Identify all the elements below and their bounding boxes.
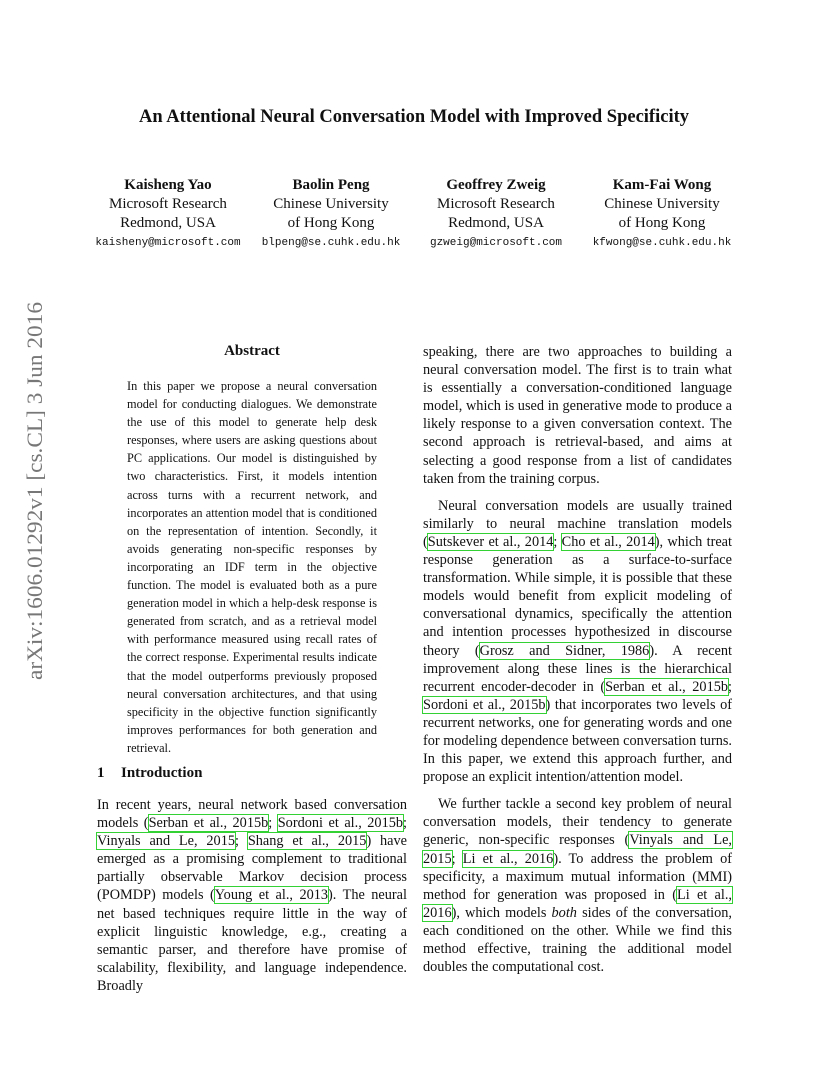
text-run: sides of the conversation, each conditioned on the other. While we find this method effective, training the additional model doubles the computational cost. (423, 904, 733, 976)
text-run: ; (553, 533, 562, 550)
text-run: ; (451, 850, 463, 867)
text-run: ) that incorporates two levels of recurrent networks, one for generating words and one for modeling dependence between conversation turns. In this paper, we extend this approach further, and propose an explicit intention/attention model. (423, 696, 733, 786)
left-column-body (97, 796, 407, 995)
arxiv-stamp-text: arXiv:1606.01292v1 [cs.CL] 3 Jun 2016 (22, 323, 47, 680)
author-name: Kam-Fai Wong (612, 177, 712, 193)
text-run: ), which treat response generation as a surface-to-surface transformation. While simple, it is possible that these models would benefit from explicit modeling of conversational dynamics, specifically the attention and intention processes hypothesized in discourse theory ( (423, 533, 732, 659)
text-run: We further tackle a second key problem of neural conversation models, their tendency to generate generic, non-specific responses ( (423, 796, 732, 849)
paragraph-neural-models (423, 497, 732, 787)
citation-link[interactable]: Vinyals and Le, 2015 (97, 833, 235, 850)
arxiv-stamp (14, 300, 50, 680)
paper-title: An Attentional Neural Conversation Model with Improved Specificity (138, 107, 689, 127)
section-heading-introduction (97, 763, 407, 783)
citation-link[interactable]: Grosz and Sidner, 1986 (479, 642, 650, 659)
author-affiliation: Microsoft Research (109, 196, 227, 212)
emphasis-both: both (551, 904, 577, 921)
text-run: ). A recent improvement along these lines is the hierarchical recurrent encoder-decoder in ( (423, 642, 733, 695)
text-run: Neural conversation models are usually trained similarly to neural machine translation models ( (423, 497, 732, 550)
paragraph-specificity (423, 795, 732, 976)
citation-link[interactable]: Vinyals and Le, 2015 (423, 832, 732, 867)
section-title: Introduction (121, 765, 203, 781)
author-3 (416, 176, 576, 254)
citation-link[interactable]: Sordoni et al., 2015b (423, 696, 546, 713)
author-name: Kaisheng Yao (124, 177, 212, 193)
text-run: ). The neural net based techniques require little in the way of explicit linguistic knowledge, e.g., creating a semantic parser, and therefore have promise of scalability, flexibility, and language independence. Broadly (97, 887, 407, 994)
citation-link[interactable]: Sutskever et al., 2014 (427, 533, 554, 550)
paragraph-continued: speaking, there are two approaches to building a neural conversation model. The first is to train what is essentially a conversation-conditioned language model, which is used in generative mode to produce a likely response to a given conversation context. The second approach is retrieval-based, and aims at selecting a good response from a list of candidates taken from the training corpus. (423, 344, 732, 487)
author-location: of Hong Kong (287, 215, 375, 231)
author-4 (580, 176, 744, 254)
author-2 (251, 176, 411, 254)
citation-link[interactable]: Cho et al., 2014 (561, 533, 655, 550)
citation-link[interactable]: Sordoni et al., 2015b (277, 815, 404, 832)
author-email: blpeng@se.cuhk.edu.hk (261, 237, 401, 249)
citation-link[interactable]: Shang et al., 2015 (247, 833, 367, 850)
author-location: of Hong Kong (618, 215, 706, 231)
text-run: ; (235, 833, 248, 850)
author-block (0, 176, 828, 256)
text-run: ; (403, 815, 407, 832)
author-email: gzweig@microsoft.com (429, 237, 563, 249)
right-column-body (423, 343, 732, 976)
citation-link[interactable]: Li et al., 2016 (423, 886, 732, 921)
author-name: Baolin Peng (292, 177, 370, 193)
author-affiliation: Chinese University (273, 196, 389, 212)
text-run: ). To address the problem of specificity, a maximum mutual information (MMI) method for generation was proposed in ( (423, 850, 732, 903)
text-run: ) have emerged as a promising complement to traditional partially observable Markov decision process (POMDP) models ( (97, 833, 408, 904)
text-run: In recent years, neural network based conversation models ( (97, 797, 407, 832)
abstract-heading: Abstract (224, 343, 280, 359)
author-email: kfwong@se.cuhk.edu.hk (592, 237, 732, 249)
author-1 (86, 176, 250, 254)
section-number: 1 (97, 765, 105, 781)
text-run: ; (728, 678, 732, 695)
author-name: Geoffrey Zweig (446, 177, 546, 193)
citation-link[interactable]: Serban et al., 2015b (148, 815, 269, 832)
author-location: Redmond, USA (448, 215, 544, 231)
author-affiliation: Microsoft Research (437, 196, 555, 212)
citation-link[interactable]: Young et al., 2013 (214, 887, 329, 904)
abstract-text: In this paper we propose a neural conversation model for conducting dialogues. We demonstrate the use of this model to generate help desk responses, where users are asking questions about PC applications. Our model is distinguished by two characteristics. First, it models intention across turns with a recurrent network, and incorporates an attention model that is conditioned on the representation of intention. Secondly, it avoids generating non-specific responses by incorporating an IDF term in the objective function. The model is evaluated both as a pure generation model in which a help-desk response is generated from scratch, and as a retrieval model with performance measured using recall rates of the correct response. Experimental results indicate that the model outperforms previously proposed neural conversation architectures, and that using specificity in the objective function significantly improves performances for both generation and retrieval. (127, 379, 377, 755)
text-run: ; (268, 815, 278, 832)
citation-link[interactable]: Serban et al., 2015b (605, 678, 729, 695)
text-run: ), which models (451, 904, 552, 921)
author-email: kaisheny@microsoft.com (95, 237, 241, 249)
author-location: Redmond, USA (120, 215, 216, 231)
intro-paragraph-1 (97, 796, 407, 995)
citation-link[interactable]: Li et al., 2016 (462, 850, 554, 867)
author-affiliation: Chinese University (604, 196, 720, 212)
